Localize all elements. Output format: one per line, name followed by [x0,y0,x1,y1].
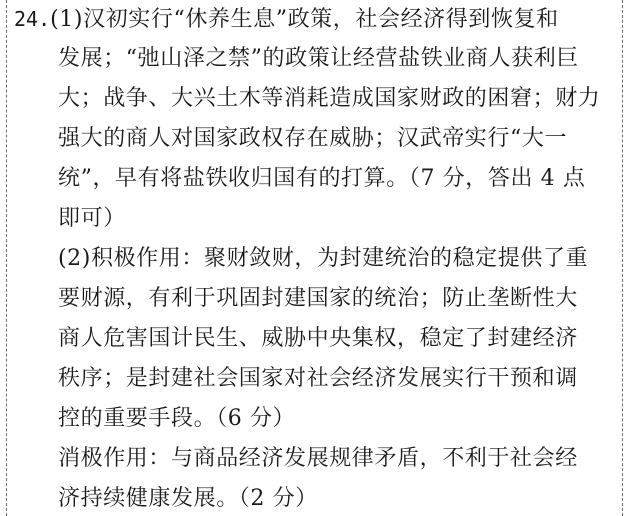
answer-line-7: (2)积极作用：聚财敛财，为封建统治的稳定提供了重 [58,246,589,271]
left-dashed-border [6,0,7,516]
answer-line-11: 控的重要手段。（6 分） [58,406,296,431]
answer-line-12: 消极作用：与商品经济发展规律矛盾，不利于社会经 [58,446,578,471]
answer-line-13: 济持续健康发展。（2 分） [58,486,318,511]
answer-line-5: 统”，早有将盐铁收归国有的打算。（7 分，答出 4 点 [58,166,586,191]
answer-line-6: 即可） [58,206,126,231]
answer-line-8: 要财源，有利于巩固封建国家的统治；防止垄断性大 [58,286,578,311]
answer-line-1 [14,6,559,33]
question-number: 24. [14,7,51,31]
answer-line-9: 商人危害国计民生、威胁中央集权，稳定了封建经济 [58,326,578,351]
answer-line-10: 秩序；是封建社会国家对社会经济发展实行干预和调 [58,366,578,391]
answer-line-4: 强大的商人对国家政权存在威胁；汉武帝实行“大一 [58,126,568,151]
answer-line-2: 发展；“弛山泽之禁”的政策让经营盐铁业商人获利巨 [58,46,579,71]
answer-text: (1)汉初实行“休养生息”政策，社会经济得到恢复和 [50,7,559,32]
answer-line-3: 大；战争、大兴土木等消耗造成国家财政的困窘；财力 [58,86,601,111]
right-dashed-border [622,0,623,516]
